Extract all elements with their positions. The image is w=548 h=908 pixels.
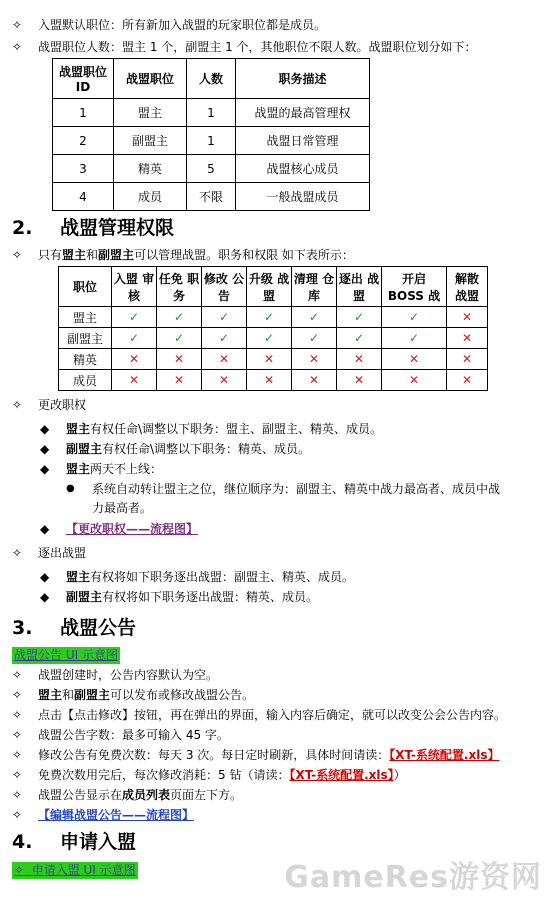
role-table-header: 职务描述 [236,59,370,99]
expel-item: 盟主有权将如下职务逐出战盟：副盟主、精英、成员。 [66,570,355,584]
config-link[interactable]: 【XT-系统配置.xls】 [389,748,500,762]
notice-text: 战盟公告显示在成员列表页面左下方。 [38,788,243,802]
role-cell: 副盟主 [59,328,112,349]
table-row [59,370,488,391]
watermark-logo: GameRes游资网 [284,860,542,895]
star-bullet-icon: ✧ [12,748,23,762]
diamond-bullet-icon: ◆ [40,590,50,604]
star-bullet-icon: ✧ [12,708,23,722]
star-bullet-icon: ✧ [12,668,23,682]
table-row: 2 副盟主 1 战盟日常管理 [53,127,370,155]
change-role-title: 更改职权 [38,398,87,412]
cross-icon: ✕ [382,370,447,391]
cross-icon: ✕ [157,370,202,391]
expel-title: 逐出战盟 [38,546,87,560]
check-icon: ✓ [292,328,337,349]
check-icon: ✓ [202,307,247,328]
succession-text: 系统自动转让盟主之位，继位顺序为：副盟主、精英中战力最高者、成员中战 [92,482,501,496]
table-row: 3 精英 5 战盟核心成员 [53,155,370,183]
notice-text: 点击【点击修改】按钮，再在弹出的界面，输入内容后确定，就可以改变公会公告内容。 [38,708,507,722]
permission-intro: 只有盟主和副盟主可以管理战盟。职务和权限 如下表所示： [38,248,354,262]
check-icon: ✓ [337,307,382,328]
default-role-text: 入盟默认职位：所有新加入战盟的玩家职位都是成员。 [38,18,327,32]
notice-text: 免费次数用完后，每次修改消耗：5 钻（请读：【XT-系统配置.xls】） [38,768,406,782]
cross-icon: ✕ [112,349,157,370]
config-link[interactable]: 【XT-系统配置.xls】 [289,768,394,782]
check-icon: ✓ [112,307,157,328]
star-bullet-icon: ✧ [12,688,23,702]
role-table-header: 战盟职位 [114,59,187,99]
change-role-item: 副盟主有权任命\调整以下职务：精英、成员。 [66,442,311,456]
permission-header: 升级 战盟 [247,267,292,307]
diamond-bullet-icon: ◆ [40,570,50,584]
change-role-item: 盟主两天不上线： [66,462,163,476]
role-cell: 精英 [59,349,112,370]
star-bullet-icon: ✧ [14,863,25,877]
permission-header: 修改 公告 [202,267,247,307]
role-cell: 盟主 [59,307,112,328]
star-bullet-icon: ✧ [12,768,23,782]
role-table-header: 战盟职位 ID [53,59,114,99]
edit-notice-flow-link[interactable]: 【编辑战盟公告——流程图】 [38,808,195,822]
section-heading: 2. 战盟管理权限 [12,217,175,239]
permission-table [58,266,488,391]
cross-icon: ✕ [447,349,488,370]
dot-bullet-icon: ● [66,483,75,494]
cross-icon: ✕ [157,349,202,370]
permission-header: 逐出 战盟 [337,267,382,307]
star-bullet-icon: ✧ [12,40,23,54]
check-icon: ✓ [337,328,382,349]
cross-icon: ✕ [447,307,488,328]
check-icon: ✓ [292,307,337,328]
cross-icon: ✕ [447,370,488,391]
table-row: 4 成员 不限 一般战盟成员 [53,183,370,211]
cross-icon: ✕ [247,349,292,370]
check-icon: ✓ [382,328,447,349]
diamond-bullet-icon: ◆ [40,442,50,456]
cross-icon: ✕ [292,370,337,391]
star-bullet-icon: ✧ [12,808,23,822]
expel-item: 副盟主有权将如下职务逐出战盟：精英、成员。 [66,590,319,604]
cross-icon: ✕ [337,349,382,370]
section-heading: 3. 战盟公告 [12,617,137,639]
check-icon: ✓ [112,328,157,349]
role-table-header: 人数 [187,59,236,99]
star-bullet-icon: ✧ [12,728,23,742]
change-role-item: 盟主有权任命\调整以下职务：盟主、副盟主、精英、成员。 [66,422,383,436]
permission-header: 开启 BOSS 战 [382,267,447,307]
notice-text: 战盟公告字数：最多可输入 45 字。 [38,728,229,742]
cross-icon: ✕ [202,349,247,370]
diamond-bullet-icon: ◆ [40,522,50,536]
permission-header: 清理 仓库 [292,267,337,307]
table-row: 1 盟主 1 战盟的最高管理权 [53,99,370,127]
table-row [59,328,488,349]
check-icon: ✓ [382,307,447,328]
table-row [59,307,488,328]
notice-ui-link[interactable]: 战盟公告 UI 示意图 [14,648,118,662]
cross-icon: ✕ [447,328,488,349]
role-table [52,58,370,211]
table-row [59,349,488,370]
check-icon: ✓ [157,328,202,349]
cross-icon: ✕ [382,349,447,370]
star-bullet-icon: ✧ [12,398,23,412]
permission-header: 任免 职务 [157,267,202,307]
permission-header: 入盟 审核 [112,267,157,307]
permission-header: 解散 战盟 [447,267,488,307]
check-icon: ✓ [202,328,247,349]
check-icon: ✓ [157,307,202,328]
notice-text: 盟主和副盟主可以发布或修改战盟公告。 [38,688,255,702]
star-bullet-icon: ✧ [12,248,23,262]
star-bullet-icon: ✧ [12,18,23,32]
check-icon: ✓ [247,328,292,349]
star-bullet-icon: ✧ [12,546,23,560]
diamond-bullet-icon: ◆ [40,462,50,476]
apply-ui-link[interactable]: ✧ 申请入盟 UI 示意图 [14,863,136,877]
change-role-flow-link[interactable]: 【更改职权——流程图】 [66,522,199,536]
section-heading: 4. 申请入盟 [12,831,137,853]
cross-icon: ✕ [292,349,337,370]
cross-icon: ✕ [247,370,292,391]
check-icon: ✓ [247,307,292,328]
cross-icon: ✕ [202,370,247,391]
notice-text: 战盟创建时，公告内容默认为空。 [38,668,219,682]
notice-text: 修改公告有免费次数：每天 3 次。每日定时刷新，具体时间请读：【XT-系统配置.xls】 [38,748,500,762]
permission-header: 职位 [59,267,112,307]
cross-icon: ✕ [112,370,157,391]
role-count-text: 战盟职位人数：盟主 1 个，副盟主 1 个，其他职位不限人数。战盟职位划分如下： [38,40,477,54]
star-bullet-icon: ✧ [12,788,23,802]
cross-icon: ✕ [337,370,382,391]
diamond-bullet-icon: ◆ [40,422,50,436]
succession-text-cont: 力最高者。 [92,501,153,515]
role-cell: 成员 [59,370,112,391]
